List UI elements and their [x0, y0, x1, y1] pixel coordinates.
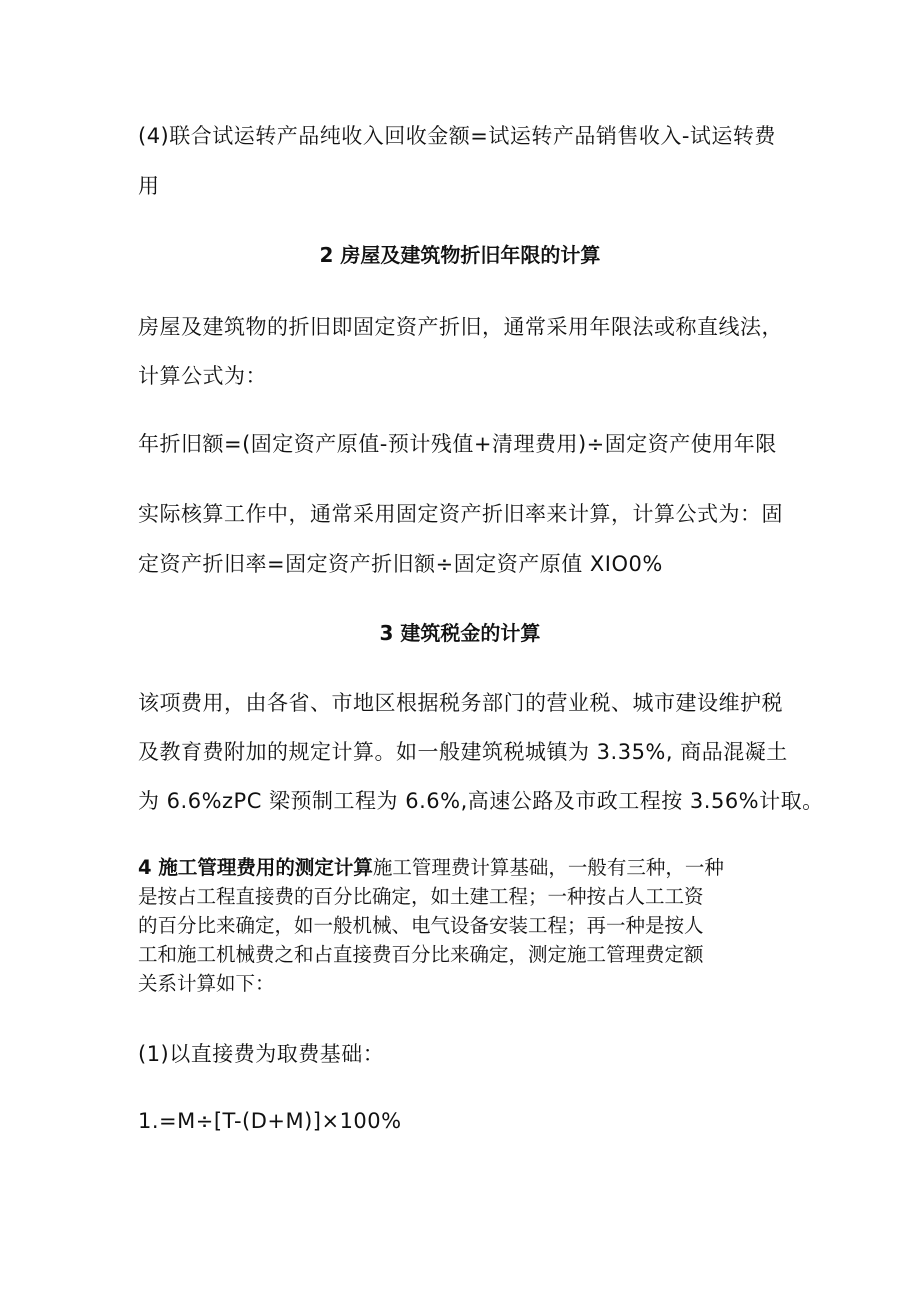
section-lead-4: 4 施工管理费用的测定计算	[138, 856, 373, 879]
paragraph-line: 计算公式为：	[138, 364, 267, 388]
paragraph-line: 的百分比来确定，如一般机械、电气设备安装工程；再一种是按人	[138, 914, 704, 937]
paragraph-line: 关系计算如下：	[138, 972, 275, 995]
paragraph-line: 及教育费附加的规定计算。如一般建筑税城镇为 3.35%, 商品混凝土	[138, 740, 788, 764]
formula-line: 年折旧额=(固定资产原值-预计残值+清理费用)÷固定资产使用年限	[138, 432, 777, 456]
paragraph-line: 用	[138, 174, 160, 198]
section-heading-3: 3 建筑税金的计算	[379, 621, 541, 645]
paragraph-line	[138, 855, 724, 881]
paragraph-line: 是按占工程直接费的百分比确定，如土建工程；一种按占人工工资	[138, 885, 704, 908]
paragraph-line: 该项费用，由各省、市地区根据税务部门的营业税、城市建设维护税	[138, 691, 783, 715]
paragraph-line: 实际核算工作中，通常采用固定资产折旧率来计算，计算公式为：固	[138, 502, 783, 526]
paragraph-line: (4)联合试运转产品纯收入回收金额=试运转产品销售收入-试运转费	[138, 124, 776, 148]
paragraph-line: 工和施工机械费之和占直接费百分比来确定，测定施工管理费定额	[138, 943, 704, 966]
section-heading-2: 2 房屋及建筑物折旧年限的计算	[319, 243, 601, 267]
paragraph-line: (1)以直接费为取费基础：	[138, 1042, 385, 1066]
formula-line: 1.=M÷[T-(D+M)]×100%	[138, 1109, 402, 1133]
paragraph-line: 房屋及建筑物的折旧即固定资产折旧，通常采用年限法或称直线法，	[138, 315, 783, 339]
paragraph-line: 定资产折旧率=固定资产折旧额÷固定资产原值 XIO0%	[138, 552, 663, 576]
paragraph-text: 施工管理费计算基础，一般有三种，一种	[372, 856, 724, 879]
paragraph-line: 为 6.6%zPC 梁预制工程为 6.6%,高速公路及市政工程按 3.56%计取。	[138, 789, 824, 813]
